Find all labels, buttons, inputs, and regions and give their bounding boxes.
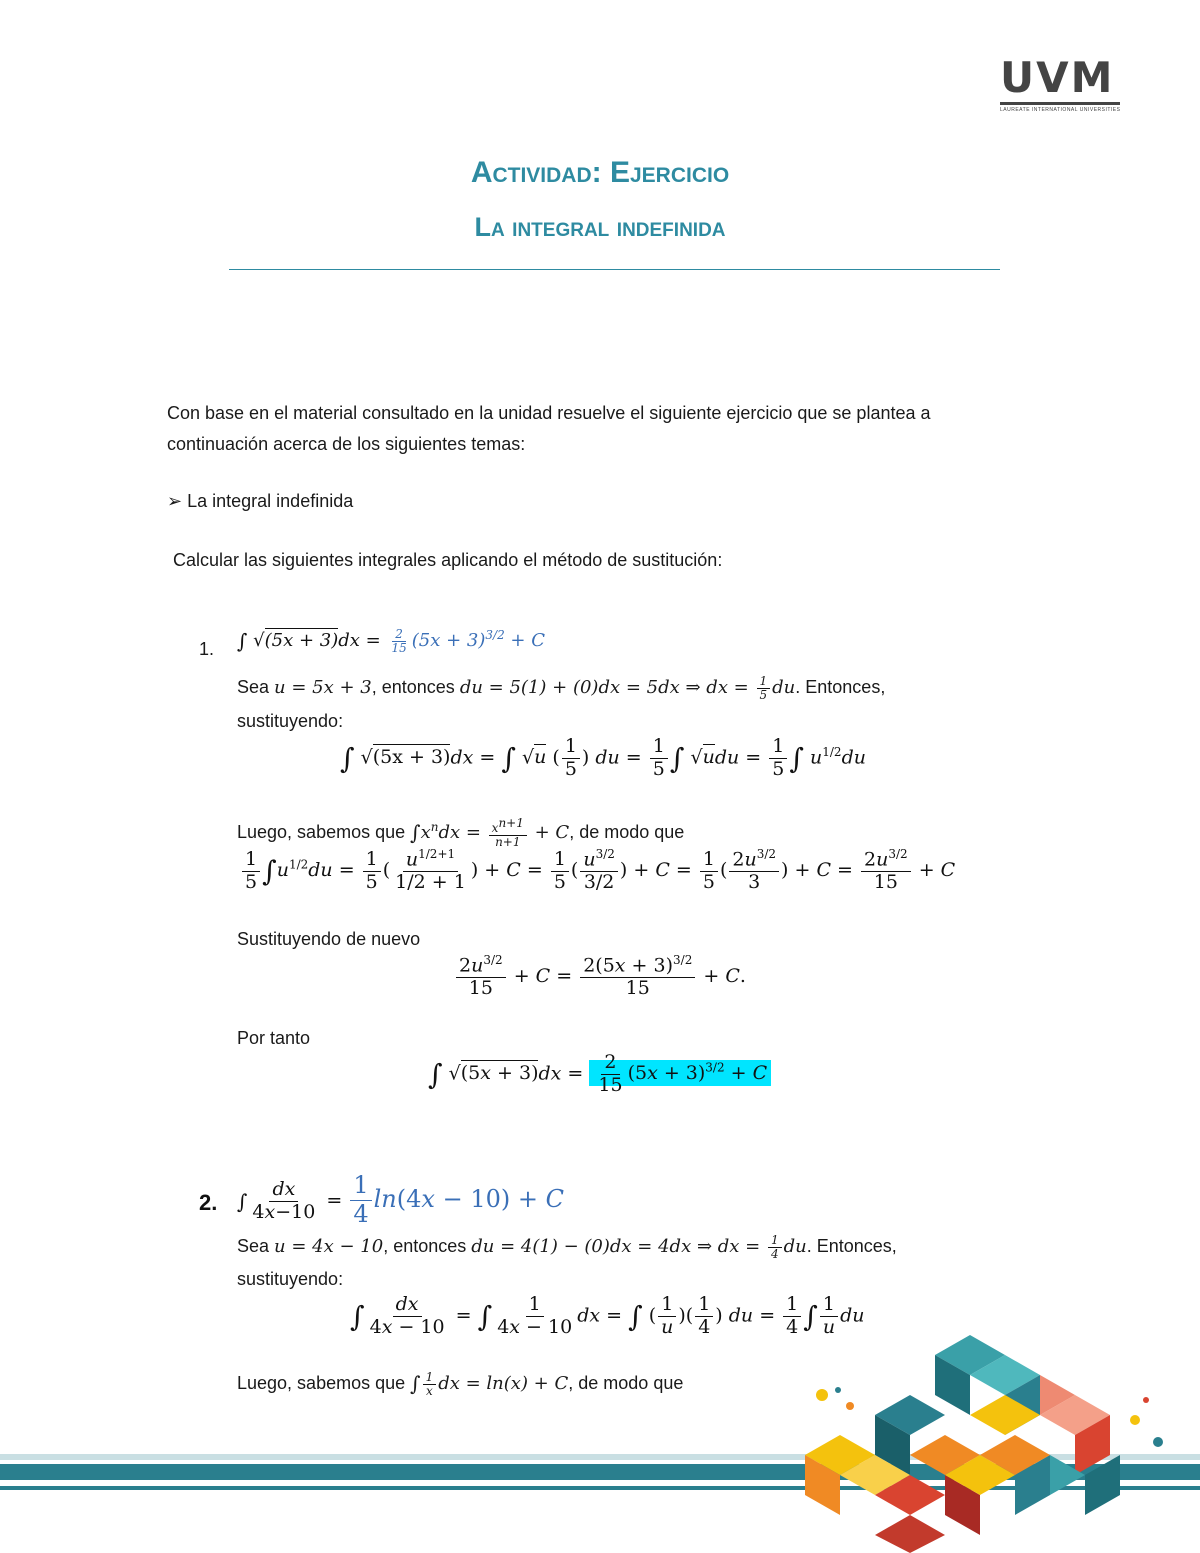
ex1-substitution-eq: ∫ √(5x + 3)dx = ∫ √u ( $\frac{1}{5}$ ) du = $\frac{1}{5}$ ∫ √udu = $\frac{1}{5}$ ∫ $u^{1/2}du$ [340,735,866,780]
ex2-sustituyendo: sustituyendo: [237,1269,344,1289]
intro-line-2: continuación acerca de los siguientes temas: [167,434,526,454]
bullet-item [167,486,353,517]
bullet-text: La integral indefinida [187,491,354,511]
ex1-sust-nuevo: Sustituyendo de nuevo [237,929,421,949]
bullet-arrow-icon: ➢ [167,491,183,511]
ex1-luego-line: Luego, sabemos que $\int x^ndx$ = $\frac{x^{n+1}}{n+1}$ + C, de modo que [237,816,685,849]
ex1-sustituyendo: sustituyendo: [237,711,344,731]
ex2-sea-line: Sea u = 4x − 10, entonces du = 4(1) − (0)dx = 4dx ⇒ dx = $\frac{1}{4}$ du. Entonces, [237,1232,897,1261]
uvm-logo [1000,53,1121,113]
ex2-number: 2. [199,1190,218,1215]
ex1-statement: ∫ √(5x + 3)dx = $\frac{2}{15}$ $(5x + 3)^{3/2} + C$ [237,627,546,655]
logo-divider [1000,102,1120,105]
logo-text: UVM [1000,53,1115,102]
ex1-power-rule-eq: $\frac{1}{5}$ $\int u^{1/2}du$ = $\frac{1}{5}$ ( $\frac{u^{1/2+1}}{1/2 + 1}$ ) + C = $\frac{1}{5}$ ( $\frac{u^{3/2}}{3/2}$ ) + C = $\frac{1}{5}$ ( $\frac{2u^{3/2}}{3}$ ) + C = $\frac{2u^{3/2}}{15}$ + C [240,848,955,894]
intro-line-1: Con base en el material consultado en la unidad resuelve el siguiente ejercicio que se plantea a [167,403,931,423]
ex1-final-result: ∫ √(5x + 3)dx = $\frac{2}{15}$ $(5x + 3)^{3/2} + C$ [428,1052,771,1097]
ex1-highlighted-answer: $\frac{2}{15}$ $(5x + 3)^{3/2} + C$ [589,1060,771,1086]
ex1-sea-line: Sea u = 5x + 3, entonces du = 5(1) + (0)dx = 5dx ⇒ dx = $\frac{1}{5}$ du. Entonces, [237,673,886,702]
page-title: Actividad: Ejercicio [470,156,730,189]
page-subtitle: La integral indefinida [474,212,726,242]
decorative-cubes-graphic [790,1330,1190,1553]
ex1-back-substitution-eq: $\frac{2u^{3/2}}{15}$ + C = $\frac{2(5x + 3)^{3/2}}{15}$ + C. [454,954,746,1000]
ex2-luego-line: Luego, sabemos que ∫ $\frac{1}{x}$ dx = ln(x) + C, de modo que [237,1369,684,1398]
ex1-number: 1. [199,639,215,659]
ex1-por-tanto: Por tanto [237,1028,311,1048]
title-divider [229,269,1000,270]
ex2-substitution-eq: ∫ $\frac{dx}{4x - 10}$ = ∫ $\frac{1}{4x - 10}$ dx = ∫ ( $\frac{1}{u}$ )( $\frac{1}{4}$ ) du = $\frac{1}{4}$ ∫ $\frac{1}{u}$ du [350,1293,865,1338]
logo-subtitle: LAUREATE INTERNATIONAL UNIVERSITIES [1000,107,1121,113]
instruction-text: Calcular las siguientes integrales aplicando el método de sustitución: [173,550,723,570]
ex2-statement: ∫ $\frac{dx}{4x-10}$ = $\frac{1}{4}$ ln(4x − 10) + C [237,1171,564,1228]
